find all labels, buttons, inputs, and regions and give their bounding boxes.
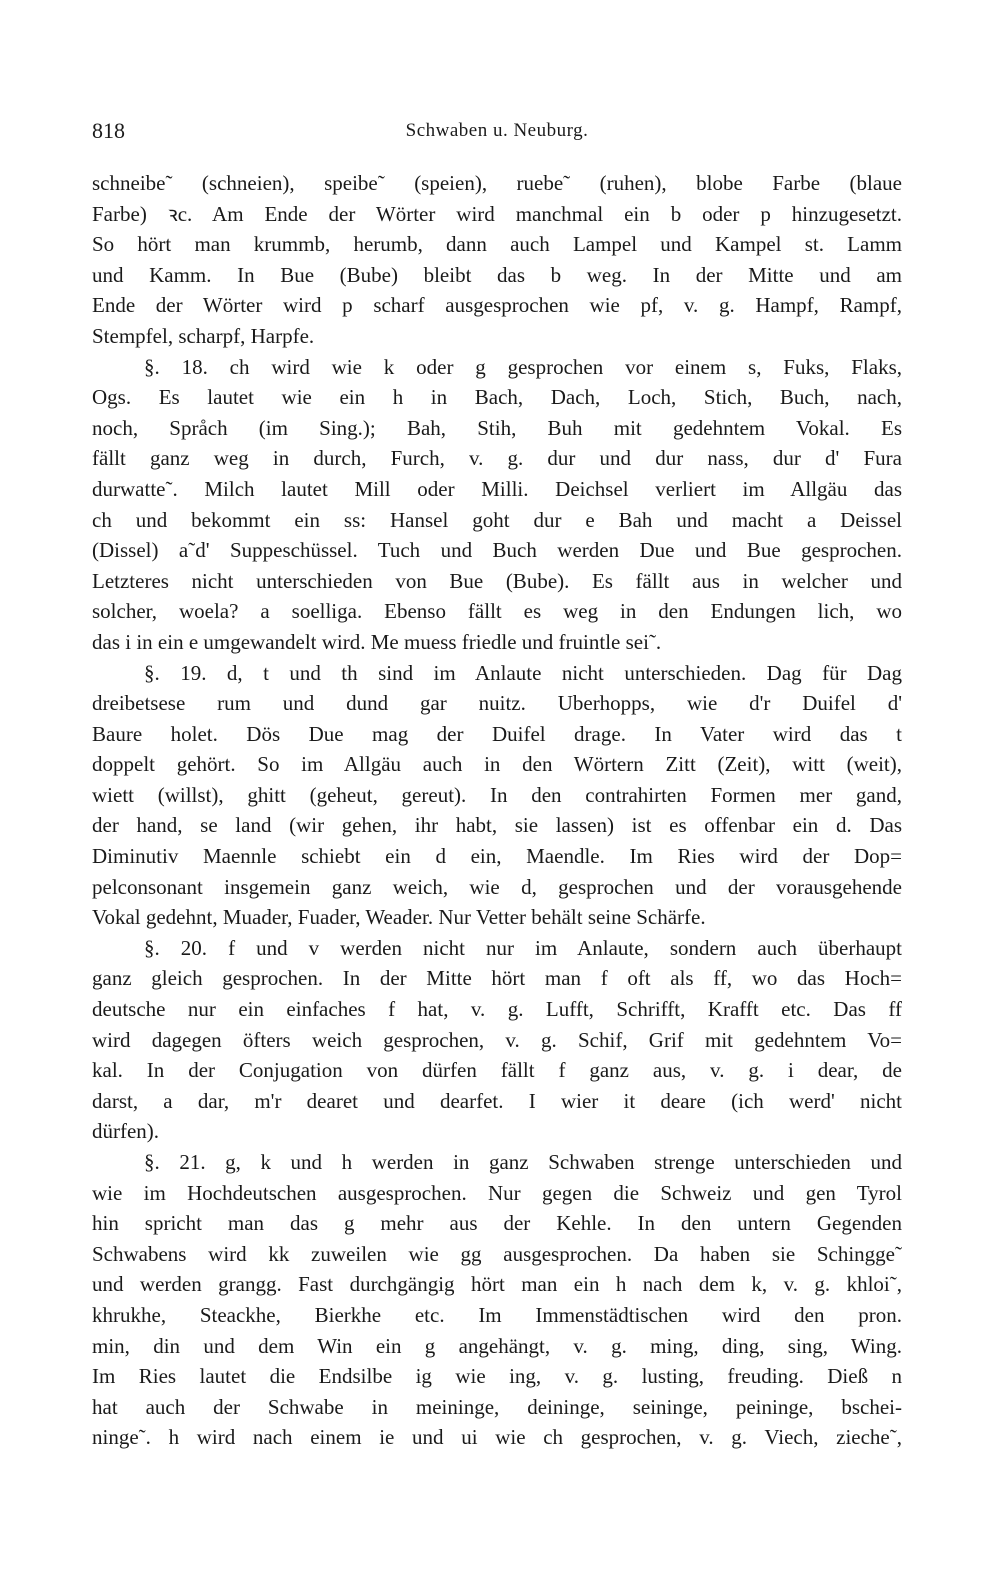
text-line: min, din und dem Win ein g angehängt, v. g. ming, ding, sing, Wing.	[92, 1333, 902, 1358]
text-line: noch, Språch (im Sing.); Bah, Stih, Buh mit gedehntem Vokal. Es	[92, 415, 902, 440]
text-line: schneibe˜ (schneien), speibe˜ (speien), ruebe˜ (ruhen), blobe Farbe (blaue	[92, 171, 902, 195]
text-line: und Kamm. In Bue (Bube) bleibt das b weg. In der Mitte und am	[92, 262, 902, 287]
text-line: darst, a dar, m'r dearet und dearfet. I wier it deare (ich werd' nicht	[92, 1088, 902, 1113]
text-line: (Dissel) a˜d' Suppeschüssel. Tuch und Buch werden Due und Bue gesprochen.	[92, 538, 902, 563]
text-line: doppelt gehört. So im Allgäu auch in den Wörtern Zitt (Zeit), witt (weit),	[92, 752, 902, 777]
text-line: und werden grangg. Fast durchgängig hört man ein h nach dem k, v. g. khloi˜,	[92, 1272, 902, 1297]
text-line: hat auch der Schwabe in meininge, deininge, seininge, peininge, bschei-	[92, 1394, 902, 1419]
running-head: Schwaben u. Neuburg.	[405, 120, 589, 141]
text-line: wie im Hochdeutschen ausgesprochen. Nur gegen die Schweiz und gen Tyrol	[92, 1180, 902, 1205]
text-line: ninge˜. h wird nach einem ie und ui wie ch gesprochen, v. g. Viech, zieche˜,	[92, 1425, 902, 1450]
text-line: Stempfel, scharpf, Harpfe.	[92, 323, 315, 348]
page-number: 818	[92, 118, 125, 143]
text-line: ch und bekommt ein ss: Hansel goht dur e Bah und macht a Deissel	[92, 507, 902, 532]
text-line: §. 21. g, k und h werden in ganz Schwaben strenge unterschieden und	[144, 1150, 902, 1174]
text-line: §. 18. ch wird wie k oder g gesprochen vor einem s, Fuks, Flaks,	[144, 354, 902, 379]
text-line: So hört man krummb, herumb, dann auch Lampel und Kampel st. Lamm	[92, 232, 902, 257]
text-line: §. 19. d, t und th sind im Anlaute nicht unterschieden. Dag für Dag	[144, 660, 902, 685]
text-line: khrukhe, Steackhe, Bierkhe etc. Im Immenstädtischen wird den pron.	[92, 1302, 902, 1327]
text-line: Vokal gedehnt, Muader, Fuader, Weader. Nur Vetter behält seine Schärfe.	[92, 905, 706, 930]
text-line: dürfen).	[92, 1119, 160, 1144]
text-line: Diminutiv Maennle schiebt ein d ein, Maendle. Im Ries wird der Dop=	[92, 844, 902, 869]
text-line: hin spricht man das g mehr aus der Kehle. In den untern Gegenden	[92, 1211, 902, 1236]
text-line: solcher, woela? a soelliga. Ebenso fällt es weg in den Endungen lich, wo	[92, 599, 902, 624]
text-line: wiett (willst), ghitt (geheut, gereut). In den contrahirten Formen mer gand,	[92, 782, 902, 807]
text-line: der hand, se land (wir gehen, ihr habt, sie lassen) ist es offenbar ein d. Das	[92, 813, 902, 838]
text-line: wird dagegen öfters weich gesprochen, v. g. Schif, Grif mit gedehntem Vo=	[92, 1027, 902, 1052]
text-line: Farbe) ꝛc. Am Ende der Wörter wird manchmal ein b oder p hinzugesetzt.	[92, 201, 902, 226]
text-line: ganz gleich gesprochen. In der Mitte hört man f oft als ff, wo das Hoch=	[92, 966, 902, 991]
text-line: Schwabens wird kk zuweilen wie gg ausgesprochen. Da haben sie Schingge˜	[92, 1241, 902, 1266]
text-line: durwatte˜. Milch lautet Mill oder Milli. Deichsel verliert im Allgäu das	[92, 476, 902, 501]
text-line: kal. In der Conjugation von dürfen fällt f ganz aus, v. g. i dear, de	[92, 1058, 902, 1083]
text-line: pelconsonant insgemein ganz weich, wie d, gesprochen und der vorausgehende	[92, 874, 902, 899]
text-line: Ogs. Es lautet wie ein h in Bach, Dach, Loch, Stich, Buch, nach,	[92, 385, 902, 410]
text-line: dreibetsese rum und dund gar nuitz. Uberhopps, wie d'r Duifel d'	[92, 691, 902, 716]
text-line: das i in ein e umgewandelt wird. Me muess friedle und fruintle sei˜.	[92, 629, 662, 654]
text-line: fällt ganz weg in durch, Furch, v. g. dur und dur nass, dur d' Fura	[92, 446, 902, 471]
page-header	[92, 118, 902, 150]
text-line: Baure holet. Dös Due mag der Duifel drage. In Vater wird das t	[92, 721, 902, 746]
text-line: Letzteres nicht unterschieden von Bue (Bube). Es fällt aus in welcher und	[92, 568, 902, 593]
text-line: deutsche nur ein einfaches f hat, v. g. Lufft, Schrifft, Krafft etc. Das ff	[92, 997, 902, 1022]
text-line: Ende der Wörter wird p scharf ausgesprochen wie pf, v. g. Hampf, Rampf,	[92, 293, 902, 318]
text-line: §. 20. f und v werden nicht nur im Anlaute, sondern auch überhaupt	[144, 935, 902, 960]
text-line: Im Ries lautet die Endsilbe ig wie ing, v. g. lusting, freuding. Dieß n	[92, 1364, 902, 1389]
body-text	[92, 168, 902, 1453]
